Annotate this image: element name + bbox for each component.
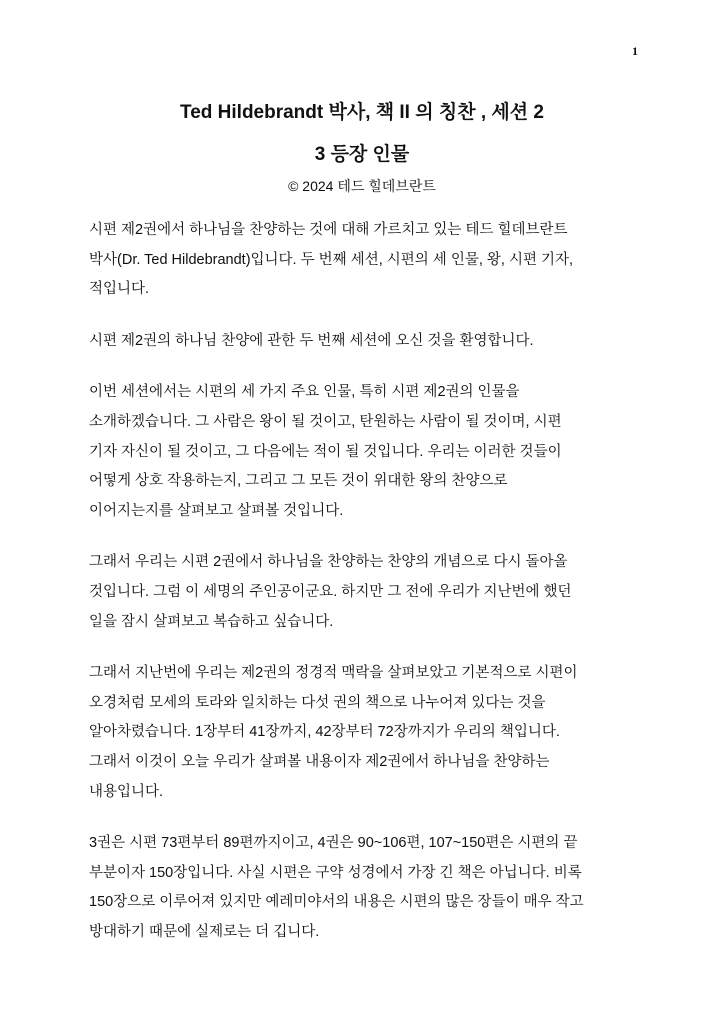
paragraph-line: 내용입니다. [89, 783, 164, 800]
paragraph-line: 부분이자 150장입니다. 사실 시편은 구약 성경에서 가장 긴 책은 아닙니다. 비록 [89, 864, 582, 881]
paragraph [89, 378, 649, 526]
paragraph-line: 3권은 시편 73편부터 89편까지이고, 4권은 90~106편, 107~150편은 시편의 끝 [89, 835, 578, 852]
paragraph-line: 일을 잠시 살펴보고 복습하고 싶습니다. [89, 613, 334, 630]
paragraph-line: 시편 제2권에서 하나님을 찬양하는 것에 대해 가르치고 있는 테드 힐데브란트 [89, 222, 568, 238]
document-title: Ted Hildebrandt 박사, 책 II 의 칭찬 , 세션 2 [180, 102, 544, 123]
paragraph [89, 548, 649, 637]
page-number: 1 [632, 44, 638, 58]
document-subtitle: 3 등장 인물 [314, 144, 410, 165]
paragraph-line: 소개하겠습니다. 그 사람은 왕이 될 것이고, 탄원하는 사람이 될 것이며, 시편 [89, 413, 562, 430]
paragraph-line: 150장으로 이루어져 있지만 예레미야서의 내용은 시편의 많은 장들이 매우 작고 [89, 894, 584, 911]
paragraph-line: 시편 제2권의 하나님 찬양에 관한 두 번째 세션에 오신 것을 환영합니다. [89, 332, 534, 349]
paragraph-line: 그래서 우리는 시편 2권에서 하나님을 찬양하는 찬양의 개념으로 다시 돌아올 [89, 554, 568, 571]
paragraph [89, 659, 649, 807]
paragraph-line: 그래서 이것이 오늘 우리가 살펴볼 내용이자 제2권에서 하나님을 찬양하는 [89, 753, 550, 770]
paragraph [89, 327, 649, 357]
paragraph-line: 알아차렸습니다. 1장부터 41장까지, 42장부터 72장까지가 우리의 책입니다. [89, 724, 560, 741]
paragraph-line: 어떻게 상호 작용하는지, 그리고 그 모든 것이 위대한 왕의 찬양으로 [89, 473, 508, 490]
paragraph-line: 이번 세션에서는 시편의 세 가지 주요 인물, 특히 시편 제2권의 인물을 [89, 384, 520, 401]
copyright-line: © 2024 테드 힐데브란트 [288, 178, 436, 194]
paragraph-line: 박사(Dr. Ted Hildebrandt)입니다. 두 번째 세션, 시편의 세 인물, 왕, 시편 기자, [89, 251, 574, 268]
paragraph [89, 829, 649, 947]
paragraph-line: 이어지는지를 살펴보고 살펴볼 것입니다. [89, 502, 344, 519]
paragraph-line: 기자 자신이 될 것이고, 그 다음에는 적이 될 것입니다. 우리는 이러한 것들이 [89, 443, 562, 460]
paragraph [89, 216, 649, 305]
paragraph-line: 적입니다. [89, 281, 150, 298]
paragraph-line: 그래서 지난번에 우리는 제2권의 정경적 맥락을 살펴보았고 기본적으로 시편이 [89, 665, 578, 682]
paragraph-line: 오경처럼 모세의 토라와 일치하는 다섯 권의 책으로 나누어져 있다는 것을 [89, 694, 546, 711]
paragraph-line: 것입니다. 그럼 이 세명의 주인공이군요. 하지만 그 전에 우리가 지난번에 했던 [89, 583, 572, 600]
paragraph-line: 방대하기 때문에 실제로는 더 깁니다. [89, 923, 320, 940]
body-text [89, 216, 649, 969]
